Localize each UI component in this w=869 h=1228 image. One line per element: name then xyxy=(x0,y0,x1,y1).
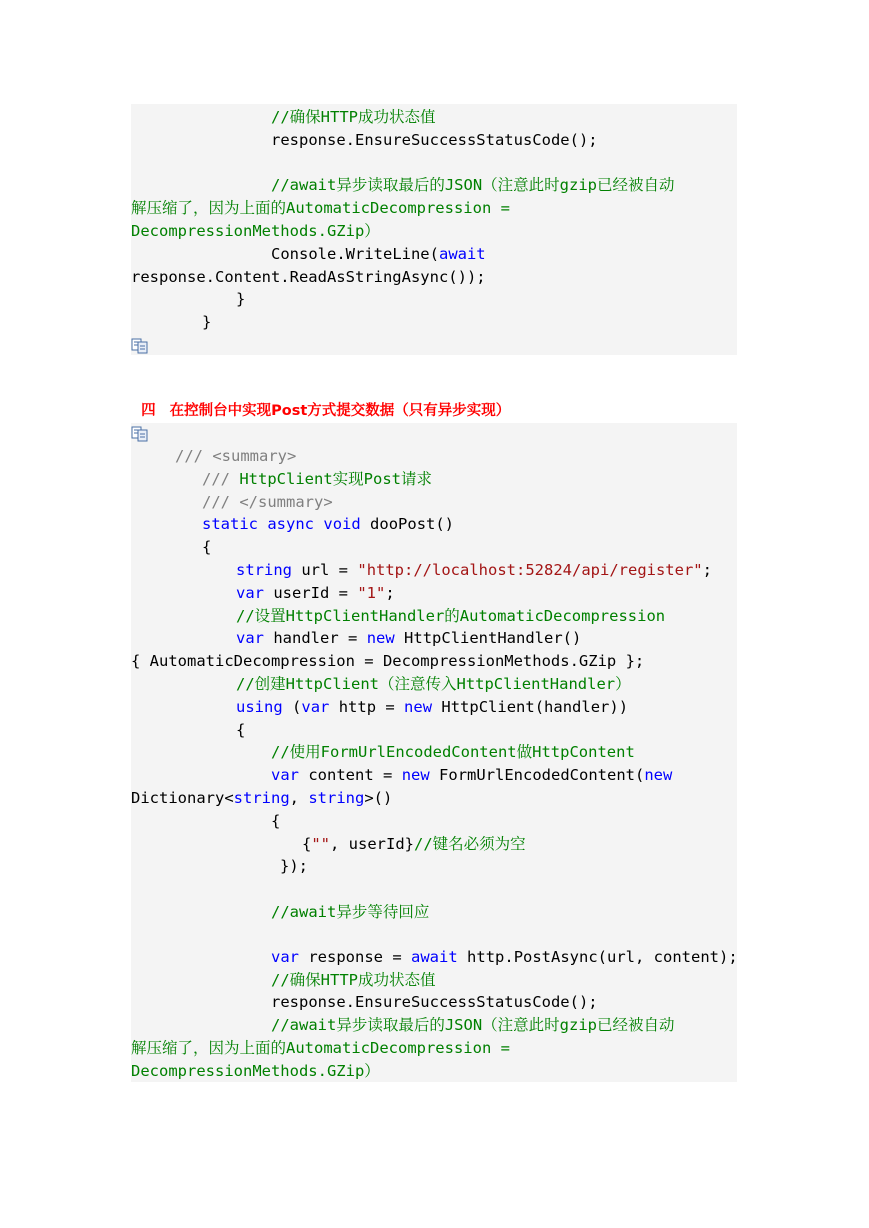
code-text: ; xyxy=(702,561,712,579)
code-comment: 解压缩了，因为上面的AutomaticDecompression = xyxy=(131,1039,510,1057)
code-comment: //确保HTTP成功状态值 xyxy=(271,971,436,989)
code-text: { xyxy=(302,835,312,853)
code-comment: //await异步等待回应 xyxy=(271,903,430,921)
code-line xyxy=(236,696,628,719)
code-keyword: new xyxy=(366,629,395,647)
doc-comment xyxy=(202,468,432,491)
code-line xyxy=(271,764,672,787)
doc-comment: /// <summary> xyxy=(175,447,297,465)
code-brace: } xyxy=(236,290,246,308)
code-keyword: var xyxy=(236,584,264,602)
code-line xyxy=(131,787,392,810)
code-text: Dictionary< xyxy=(131,789,234,807)
code-text: http = xyxy=(338,698,395,716)
section-number: 四 xyxy=(141,403,156,419)
code-keyword: await xyxy=(411,948,458,966)
code-keyword: var xyxy=(236,629,264,647)
code-comment: //await异步读取最后的JSON（注意此时gzip已经被自动 xyxy=(271,176,675,194)
code-comment: //设置HttpClientHandler的AutomaticDecompression xyxy=(236,607,666,625)
method-signature xyxy=(202,513,454,536)
code-comment: //await异步读取最后的JSON（注意此时gzip已经被自动 xyxy=(271,1016,675,1034)
code-keyword: static xyxy=(202,515,258,533)
doc-comment: /// </summary> xyxy=(202,493,333,511)
code-text: HttpClientHandler() xyxy=(404,629,582,647)
code-line: response.Content.ReadAsStringAsync()); xyxy=(131,268,486,286)
code-line: response.EnsureSuccessStatusCode(); xyxy=(271,993,598,1011)
code-keyword: var xyxy=(301,698,330,716)
code-text: Console.WriteLine( xyxy=(271,245,439,263)
section-heading xyxy=(131,378,511,419)
code-comment: //键名必须为空 xyxy=(414,835,526,853)
code-keyword: string xyxy=(233,789,290,807)
code-line: response.EnsureSuccessStatusCode(); xyxy=(271,131,598,149)
code-keyword: await xyxy=(438,245,486,263)
code-keyword: using xyxy=(236,698,283,716)
doc-prefix: /// xyxy=(202,470,230,488)
code-keyword: new xyxy=(404,698,433,716)
code-line xyxy=(236,559,712,582)
code-line: { AutomaticDecompression = DecompressionMethods.GZip }; xyxy=(131,652,645,670)
code-keyword: new xyxy=(401,766,430,784)
code-keyword: var xyxy=(271,766,299,784)
copy-code-icon[interactable] xyxy=(131,338,149,354)
code-text: ; xyxy=(385,584,395,602)
string-literal: "http://localhost:52824/api/register" xyxy=(357,561,703,579)
code-text: , userId} xyxy=(330,835,415,853)
code-text: url = xyxy=(301,561,349,579)
code-keyword: void xyxy=(323,515,361,533)
code-line xyxy=(236,582,395,605)
code-comment: DecompressionMethods.GZip） xyxy=(131,1062,380,1080)
code-brace: { xyxy=(271,812,281,830)
code-text: response = xyxy=(308,948,402,966)
code-line xyxy=(236,627,581,650)
code-keyword: string xyxy=(236,561,292,579)
code-keyword: var xyxy=(271,948,299,966)
method-name: dooPost() xyxy=(370,515,455,533)
code-brace: { xyxy=(202,538,212,556)
code-line xyxy=(271,243,486,266)
code-keyword: async xyxy=(267,515,315,533)
code-block-2 xyxy=(131,423,737,1082)
code-comment: DecompressionMethods.GZip） xyxy=(131,222,380,240)
code-block-1 xyxy=(131,104,737,355)
code-text: >() xyxy=(364,789,393,807)
code-keyword: new xyxy=(644,766,673,784)
code-text: HttpClient(handler)) xyxy=(441,698,629,716)
code-comment: //创建HttpClient（注意传入HttpClientHandler） xyxy=(236,675,631,693)
code-text: , xyxy=(289,789,299,807)
code-comment: 解压缩了，因为上面的AutomaticDecompression = xyxy=(131,199,510,217)
section-title: 在控制台中实现Post方式提交数据（只有异步实现） xyxy=(169,403,511,419)
code-line xyxy=(302,833,526,856)
code-comment: //使用FormUrlEncodedContent做HttpContent xyxy=(271,743,635,761)
code-keyword: string xyxy=(308,789,365,807)
code-comment: //确保HTTP成功状态值 xyxy=(271,108,436,126)
code-brace: { xyxy=(236,721,246,739)
code-line: }); xyxy=(280,857,308,875)
copy-code-icon[interactable] xyxy=(131,426,149,442)
string-literal: "" xyxy=(311,835,331,853)
code-text: userId = xyxy=(273,584,348,602)
code-text: content = xyxy=(308,766,393,784)
code-text: http.PostAsync(url, content); xyxy=(467,948,738,966)
doc-text: HttpClient实现Post请求 xyxy=(239,470,432,488)
code-line xyxy=(271,946,738,969)
code-text: handler = xyxy=(273,629,358,647)
string-literal: "1" xyxy=(357,584,386,602)
code-text: FormUrlEncodedContent( xyxy=(439,766,645,784)
code-text: ( xyxy=(292,698,302,716)
code-brace: } xyxy=(202,313,212,331)
